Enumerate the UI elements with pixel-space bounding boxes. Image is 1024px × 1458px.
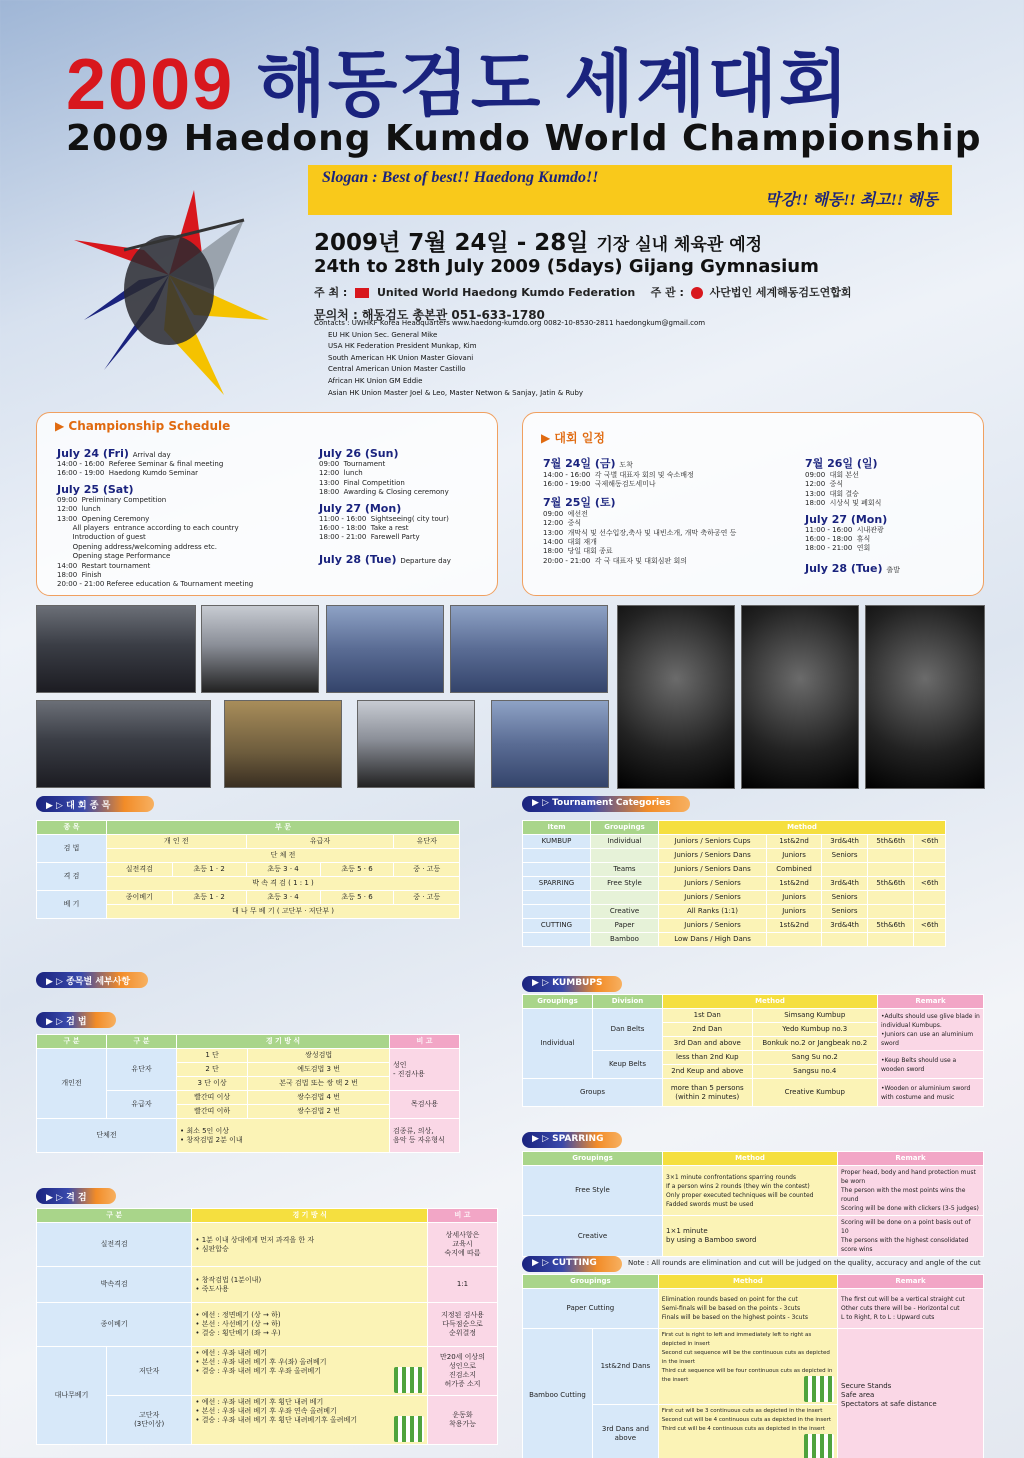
cell: 2nd Dan [663, 1023, 753, 1037]
day-heading [805, 455, 975, 471]
cell [658, 1405, 837, 1458]
cell [523, 891, 591, 905]
day-label: 7월 25일 (토) [543, 495, 616, 509]
day-label: July 27 (Mon) [805, 512, 888, 526]
day-heading [543, 455, 803, 471]
day-heading [805, 513, 975, 526]
organizer-label: 주 관 : [650, 286, 684, 299]
cell [914, 891, 946, 905]
section-tournament-categories: ▶ ▷ Tournament Categories [522, 796, 690, 812]
event-dates-kr [314, 224, 762, 257]
cutting-table [522, 1274, 984, 1458]
photo-group [201, 605, 319, 693]
cell: 본국 검법 또는 쌍 택 2 번 [248, 1077, 390, 1091]
contact-line: Central American Union Master Castillo [328, 365, 466, 374]
cell [523, 849, 591, 863]
cell: Paper Cutting [523, 1289, 659, 1329]
cell: 3rd Dan and above [663, 1037, 753, 1051]
day-heading [319, 553, 489, 566]
logo-star-emblem [44, 180, 294, 400]
cell [914, 905, 946, 919]
section-sparring: ▶ ▷ SPARRING [522, 1132, 622, 1148]
photo-gymnasium [450, 605, 608, 693]
event-dates-en: 24th to 28th July 2009 (5days) Gijang Gymnasium [314, 256, 819, 277]
cell: Free Style [591, 877, 659, 891]
day-label: July 25 (Sat) [57, 482, 134, 496]
contact-line: EU HK Union Sec. General Mike [328, 330, 438, 339]
cell: Scoring will be done on a point basis out of 10 The persons with the highest consolidated score wins [838, 1216, 984, 1257]
cell: 실전격검 [37, 1223, 192, 1267]
day-label: 7월 26일 (일) [805, 457, 878, 470]
photo-performance [741, 605, 859, 789]
cell: Paper [591, 919, 659, 933]
col-header: Method [658, 1275, 837, 1289]
cell: Proper head, body and hand protection must be worn The person with the most points wins the round Scoring will be done with clickers (3-5 judges) [838, 1166, 984, 1216]
cell: 유급자 [246, 835, 394, 849]
schedule-kr-right [805, 451, 975, 575]
cell: 초등 1 · 2 [172, 863, 246, 877]
cell: 실전격검 [107, 863, 173, 877]
contact-line: Asian HK Union Master Joel & Leo, Master Netwon & Sanjay, Jatin & Ruby [328, 388, 584, 397]
section-gyeokgeom: ▶ ▷ 격 검 [36, 1188, 116, 1204]
cell: 중 · 고등 [394, 891, 460, 905]
cell: 쌍성검법 [248, 1049, 390, 1063]
cell [822, 863, 868, 877]
gyeokgeom-table [36, 1208, 498, 1445]
col-header: Method [663, 995, 878, 1009]
cell: KUMBUP [523, 835, 591, 849]
cell: 성인 - 진검사용 [390, 1049, 460, 1091]
cell: 중 · 고등 [394, 863, 460, 877]
cell: Sang Su no.2 [752, 1051, 877, 1065]
day-label: July 28 (Tue) [805, 561, 883, 575]
cell: Secure Stands Safe area Spectators at safe distance [838, 1329, 984, 1458]
inquiry: 문의처 : 해동검도 총본관 051-633-1780 [314, 308, 545, 322]
bamboo-cut-diagram-icon [394, 1416, 424, 1442]
schedule-en-title: ▶ Championship Schedule [55, 419, 231, 433]
cell: 초등 5 · 6 [320, 891, 394, 905]
venue-kr: 기장 실내 체육관 예정 [596, 235, 763, 255]
cell: 1st&2nd [767, 919, 822, 933]
cell: •Keup Belts should use a wooden sword [878, 1051, 984, 1079]
bamboo-cut-diagram-icon [804, 1434, 834, 1458]
photo-group [36, 605, 196, 693]
contact-line: South American HK Union Master Giovani [328, 353, 474, 362]
day-label: 7월 24일 (금) [543, 457, 616, 470]
cell: 1st&2nd Dans [593, 1329, 659, 1405]
title-year: 2009 [66, 45, 235, 125]
title-korean [66, 26, 851, 130]
day-heading [57, 447, 307, 460]
day-heading [319, 502, 489, 515]
cell [523, 933, 591, 947]
cell: Keup Belts [593, 1051, 663, 1079]
cell: CUTTING [523, 919, 591, 933]
cell: Juniors / Seniors Cups [659, 835, 767, 849]
cell: •Adults should use glive blade in individual Kumbups. •Juniors can use an aluminium sword [878, 1009, 984, 1051]
event-name: 격 검 [37, 863, 107, 891]
photo-group [491, 700, 609, 788]
day-label: July 27 (Mon) [319, 501, 402, 515]
day-label: July 26 (Sun) [319, 447, 399, 460]
cell [591, 849, 659, 863]
cell: 단 체 전 [107, 849, 460, 863]
section-events-kr: ▶ ▷ 대 회 종 목 [36, 796, 154, 812]
section-kumbups: ▶ ▷ KUMBUPS [522, 976, 622, 992]
cell: 검종류, 의상, 음악 등 자유형식 [390, 1119, 460, 1153]
cell: 지정된 검사용 다득점순으로 순위결정 [428, 1303, 498, 1347]
cell: Juniors / Seniors Dans [659, 849, 767, 863]
cell: less than 2nd Kup [663, 1051, 753, 1065]
contact-line: Contacts : UWHKF Korea Headquarters www.haedong-kumdo.org 0082-10-8530-2811 haedongkum@gmail.com [314, 319, 706, 327]
contact-line: USA HK Federation President Munkap, Kim [328, 342, 477, 351]
organizer-logo-icon [691, 287, 703, 299]
cell: 쌍수검법 4 번 [248, 1091, 390, 1105]
cell: 2nd Keup and above [663, 1065, 753, 1079]
cell: 유단자 [394, 835, 460, 849]
title-name-kr: 해동검도 세계대회 [256, 45, 851, 125]
cell: Simsang Kumbup [752, 1009, 877, 1023]
col-header: Remark [838, 1152, 984, 1166]
cell: Creative [523, 1216, 663, 1257]
cell: Bamboo Cutting [523, 1329, 593, 1458]
cell: 3 단 이상 [177, 1077, 248, 1091]
day-heading [319, 447, 489, 460]
cell: All Ranks (1:1) [659, 905, 767, 919]
cell: 초등 3 · 4 [246, 863, 320, 877]
cell [914, 863, 946, 877]
col-header: 종 목 [37, 821, 107, 835]
cell: 5th&6th [868, 835, 914, 849]
cell: 초등 3 · 4 [246, 891, 320, 905]
cell: 종이베기 [107, 891, 173, 905]
cell: 5th&6th [868, 877, 914, 891]
cell: Groups [523, 1079, 663, 1107]
col-header: Groupings [591, 821, 659, 835]
day-label: July 24 (Fri) [57, 447, 129, 460]
bamboo-cut-diagram-icon [394, 1367, 424, 1393]
cell [658, 1329, 837, 1405]
cell: 운동화 착용가능 [428, 1396, 498, 1445]
cell: Individual [523, 1009, 593, 1079]
cell: Bonkuk no.2 or Jangbeak no.2 [752, 1037, 877, 1051]
photo-group [357, 700, 475, 788]
cell: 종이베기 [37, 1303, 192, 1347]
schedule-kr-title-text: 대회 일정 [554, 431, 605, 445]
cell: Juniors / Seniors [659, 877, 767, 891]
cell-text: First cut is right to left and immediately left to right as depicted in insert Second cut sequence will be the continuous cuts as depicted in the insert Third cut sequence will be four continuous cuts as depicted in the insert [661, 1332, 833, 1383]
cell: 1:1 [428, 1267, 498, 1303]
day-heading [805, 562, 975, 575]
cell: <6th [914, 877, 946, 891]
cell: Individual [591, 835, 659, 849]
cell [868, 933, 914, 947]
section-cutting: ▶ ▷ CUTTING [522, 1256, 622, 1272]
cell: 유단자 [107, 1049, 177, 1091]
cell: Dan Belts [593, 1009, 663, 1051]
day-events: 09:00 Preliminary Competition 12:00 lunch 13:00 Opening Ceremony All players entrance according to each country Introduction of guest Opening address/welcoming address etc. Opening stage Performance 14:00 Restart tournament 18:00 Finish 20:00 - 21:00 Referee education & Tournament meeting [57, 495, 254, 589]
col-header: Item [523, 821, 591, 835]
col-header: Method [659, 821, 946, 835]
cell: Sangsu no.4 [752, 1065, 877, 1079]
cell [192, 1396, 428, 1445]
cell: 1st&2nd [767, 835, 822, 849]
day-events: 14:00 - 16:00 Referee Seminar & final meeting 16:00 - 19:00 Haedong Kumdo Seminar [57, 460, 224, 478]
cell: Combined [767, 863, 822, 877]
col-header: Remark [878, 995, 984, 1009]
day-label: July 28 (Tue) [319, 552, 397, 566]
day-note: Arrival day [132, 451, 171, 459]
day-events: 09:00 Tournament 12:00 lunch 13:00 Final Competition 18:00 Awarding & Closing ceremony [319, 460, 449, 497]
cell: SPARRING [523, 877, 591, 891]
cell [192, 1347, 428, 1396]
schedule-en-left [57, 443, 307, 590]
photo-group [36, 700, 211, 788]
slogan-en: Slogan : Best of best!! Haedong Kumdo!! [322, 169, 599, 186]
contacts-list [314, 318, 706, 399]
col-header: 경 기 방 식 [177, 1035, 390, 1049]
cell: 1st&2nd [767, 877, 822, 891]
cell: 대나무베기 [37, 1347, 107, 1445]
event-name: 검 법 [37, 835, 107, 863]
col-header: 비 고 [390, 1035, 460, 1049]
cell [767, 933, 822, 947]
cell: Seniors [822, 905, 868, 919]
cell [868, 905, 914, 919]
sparring-table [522, 1151, 984, 1257]
section-detail: ▶ ▷ 종목별 세부사항 [36, 972, 148, 988]
cell: Juniors [767, 849, 822, 863]
cell: <6th [914, 835, 946, 849]
day-events: 09:00 예선전 12:00 중식 13:00 개막식 및 선수입장,축사 및 내빈소개, 개막 축하공연 등 14:00 대회 재개 18:00 당일 대회 종료 20:00 - 21:00 각 국 대표자 및 대회심판 회의 [543, 509, 737, 565]
cell: • 예선 : 정면베기 (상 → 하) • 본선 : 사선베기 (상 → 하) • 결승 : 횡단베기 (좌 → 우) [192, 1303, 428, 1347]
cell-text: • 예선 : 우좌 내려 베기 • 본선 : 우좌 내려 베기 후 우(좌) 올려베기 • 결승 : 우좌 내려 베기 후 우좌 올려베기 [195, 1349, 327, 1375]
col-header: Remark [838, 1275, 984, 1289]
schedule-kr-title: ▶ 대회 일정 [541, 431, 605, 445]
cell: Yedo Kumbup no.3 [752, 1023, 877, 1037]
categories-table [522, 820, 946, 947]
cell: 고단자 (3단이상) [107, 1396, 192, 1445]
cell: 3×1 minute confrontations sparring rounds If a person wins 2 rounds (they win the contest) Only proper executed techniques will be counted Fadded swords must be used [663, 1166, 838, 1216]
cell: 박속격검 [37, 1267, 192, 1303]
contact-line: African HK Union GM Eddie [328, 376, 423, 385]
cell: The first cut will be a vertical straight cut Other cuts there will be - Horizontal cut L to Right, R to L : Upward cuts [838, 1289, 984, 1329]
cell: • 창작검법 (1분이내) • 죽도사용 [192, 1267, 428, 1303]
schedule-korean [522, 412, 984, 596]
col-header: 구 분 [107, 1035, 177, 1049]
day-heading [543, 494, 803, 510]
cell: Juniors / Seniors [659, 919, 767, 933]
cell: 단체전 [37, 1119, 177, 1153]
day-note: Departure day [400, 556, 451, 565]
events-table [36, 820, 460, 919]
col-header: Method [663, 1152, 838, 1166]
schedule-kr-left [543, 451, 803, 566]
dates-kr-text: 2009년 7월 24일 - 28일 [314, 230, 589, 256]
cell: 1st Dan [663, 1009, 753, 1023]
cell: Juniors / Seniors [659, 891, 767, 905]
event-name: 베 기 [37, 891, 107, 919]
col-header: 경 기 방 식 [192, 1209, 428, 1223]
kumbups-table [522, 994, 984, 1107]
host-name: United World Haedong Kumdo Federation [377, 286, 636, 299]
cell: 빨간띠 이하 [177, 1105, 248, 1119]
col-header: Division [593, 995, 663, 1009]
cell: 2 단 [177, 1063, 248, 1077]
cell-text: • 예선 : 우좌 내려 베기 후 횡단 내려 베기 • 본선 : 우좌 내려 베기 후 우좌 연속 올려베기 • 결승 : 우좌 내려 베기 후 횡단 내려베기후 올려베기 [195, 1398, 358, 1424]
cell-text: First cut will be 3 continuous cuts as depicted in the insert Second cut will be 4 continuous cuts as depicted in the insert Third cut will be 4 continuous cuts as depicted in the insert [661, 1408, 832, 1432]
cell: 만20세 이상의 성인으로 진검소지 허가증 소지 [428, 1347, 498, 1396]
cell: 초등 5 · 6 [320, 863, 394, 877]
cell: 빨간띠 이상 [177, 1091, 248, 1105]
cell [591, 891, 659, 905]
cell: 초등 1 · 2 [172, 891, 246, 905]
col-header: 부 문 [107, 821, 460, 835]
title-english: 2009 Haedong Kumdo World Championship [66, 118, 982, 159]
cell: 유급자 [107, 1091, 177, 1119]
cell: 개 인 전 [107, 835, 247, 849]
geombeop-table [36, 1034, 460, 1153]
cell: Creative Kumbup [752, 1079, 877, 1107]
cell: •Wooden or aluminium sword with costume and music [878, 1079, 984, 1107]
cell [822, 933, 868, 947]
cell: Creative [591, 905, 659, 919]
cell: 3rd&4th [822, 877, 868, 891]
cutting-note: Note : All rounds are elimination and cut will be judged on the quality, accuracy and angle of the cut [628, 1259, 981, 1267]
day-events: 11:00 - 16:00 시내관광 16:00 - 18:00 휴식 18:00 - 21:00 연회 [805, 525, 884, 553]
cell [868, 891, 914, 905]
schedule-english [36, 412, 498, 596]
cell [914, 933, 946, 947]
bamboo-cut-diagram-icon [804, 1376, 834, 1402]
cell: 상세사항은 교육시 숙지에 따름 [428, 1223, 498, 1267]
cell: Elimination rounds based on point for the cut Semi-finals will be based on the points - 3cuts Finals will be based on the highest points - 3cuts [658, 1289, 837, 1329]
slogan-kr: 막강!! 해동!! 최고!! 해동 [764, 192, 938, 209]
cell: Free Style [523, 1166, 663, 1216]
cell: 저단자 [107, 1347, 192, 1396]
cell: Juniors [767, 891, 822, 905]
cell: <6th [914, 919, 946, 933]
col-header: Groupings [523, 1152, 663, 1166]
cell: 3rd&4th [822, 919, 868, 933]
cell: 예도검법 3 번 [248, 1063, 390, 1077]
cell: • 1분 이내 상대에게 먼저 과격을 한 자 • 심판합승 [192, 1223, 428, 1267]
photo-podium [326, 605, 444, 693]
cell: Bamboo [591, 933, 659, 947]
col-header: 구 분 [37, 1209, 192, 1223]
schedule-en-title-text: Championship Schedule [68, 419, 231, 433]
col-header: Groupings [523, 995, 593, 1009]
day-heading [57, 483, 307, 496]
cell: 3rd&4th [822, 835, 868, 849]
schedule-en-right [319, 443, 489, 566]
day-events: 11:00 - 16:00 Sightseeing( city tour) 16:00 - 18:00 Take a rest 18:00 - 21:00 Farewell Party [319, 514, 449, 542]
cell: Teams [591, 863, 659, 877]
cell [868, 849, 914, 863]
cell [523, 863, 591, 877]
cell: Low Dans / High Dans [659, 933, 767, 947]
cell: Juniors [767, 905, 822, 919]
cell: 박 속 격 검 ( 1 : 1 ) [107, 877, 460, 891]
day-events: 14:00 - 16:00 각 국별 대표자 회의 및 숙소배정 16:00 - 19:00 국제해동검도세미나 [543, 471, 694, 489]
cell: • 최소 5인 이상 • 창작검법 2분 이내 [177, 1119, 390, 1153]
day-note: 출발 [886, 565, 900, 574]
col-header: 구 분 [37, 1035, 107, 1049]
col-header: 비 고 [428, 1209, 498, 1223]
cell: Seniors [822, 891, 868, 905]
cell: 개인전 [37, 1049, 107, 1119]
cell: Juniors / Seniors Dans [659, 863, 767, 877]
photo-demo [224, 700, 342, 788]
cell: 목검사용 [390, 1091, 460, 1119]
cell [914, 849, 946, 863]
slogan-box [308, 165, 952, 215]
organizer-name: 사단법인 세계해동검도연합회 [709, 286, 852, 299]
cell: Seniors [822, 849, 868, 863]
day-note: 도착 [619, 461, 633, 469]
col-header: Groupings [523, 1275, 659, 1289]
cell [523, 905, 591, 919]
host-label: 주 최 : [314, 286, 348, 299]
photo-performance [865, 605, 985, 789]
section-geombeop: ▶ ▷ 검 법 [36, 1012, 116, 1028]
cell: 5th&6th [868, 919, 914, 933]
cell: 1 단 [177, 1049, 248, 1063]
cell: 1×1 minute by using a Bamboo sword [663, 1216, 838, 1257]
cell: 3rd Dans and above [593, 1405, 659, 1458]
cell [868, 863, 914, 877]
photo-performance [617, 605, 735, 789]
cell: 쌍수검법 2 번 [248, 1105, 390, 1119]
federation-logo-icon [355, 288, 369, 298]
cell: more than 5 persons (within 2 minutes) [663, 1079, 753, 1107]
day-events: 09:00 대회 본선 12:00 중식 13:00 대회 결승 18:00 시상식 및 폐회식 [805, 471, 882, 508]
cell: 대 나 무 베 기 ( 고단부 · 저단부 ) [107, 905, 460, 919]
